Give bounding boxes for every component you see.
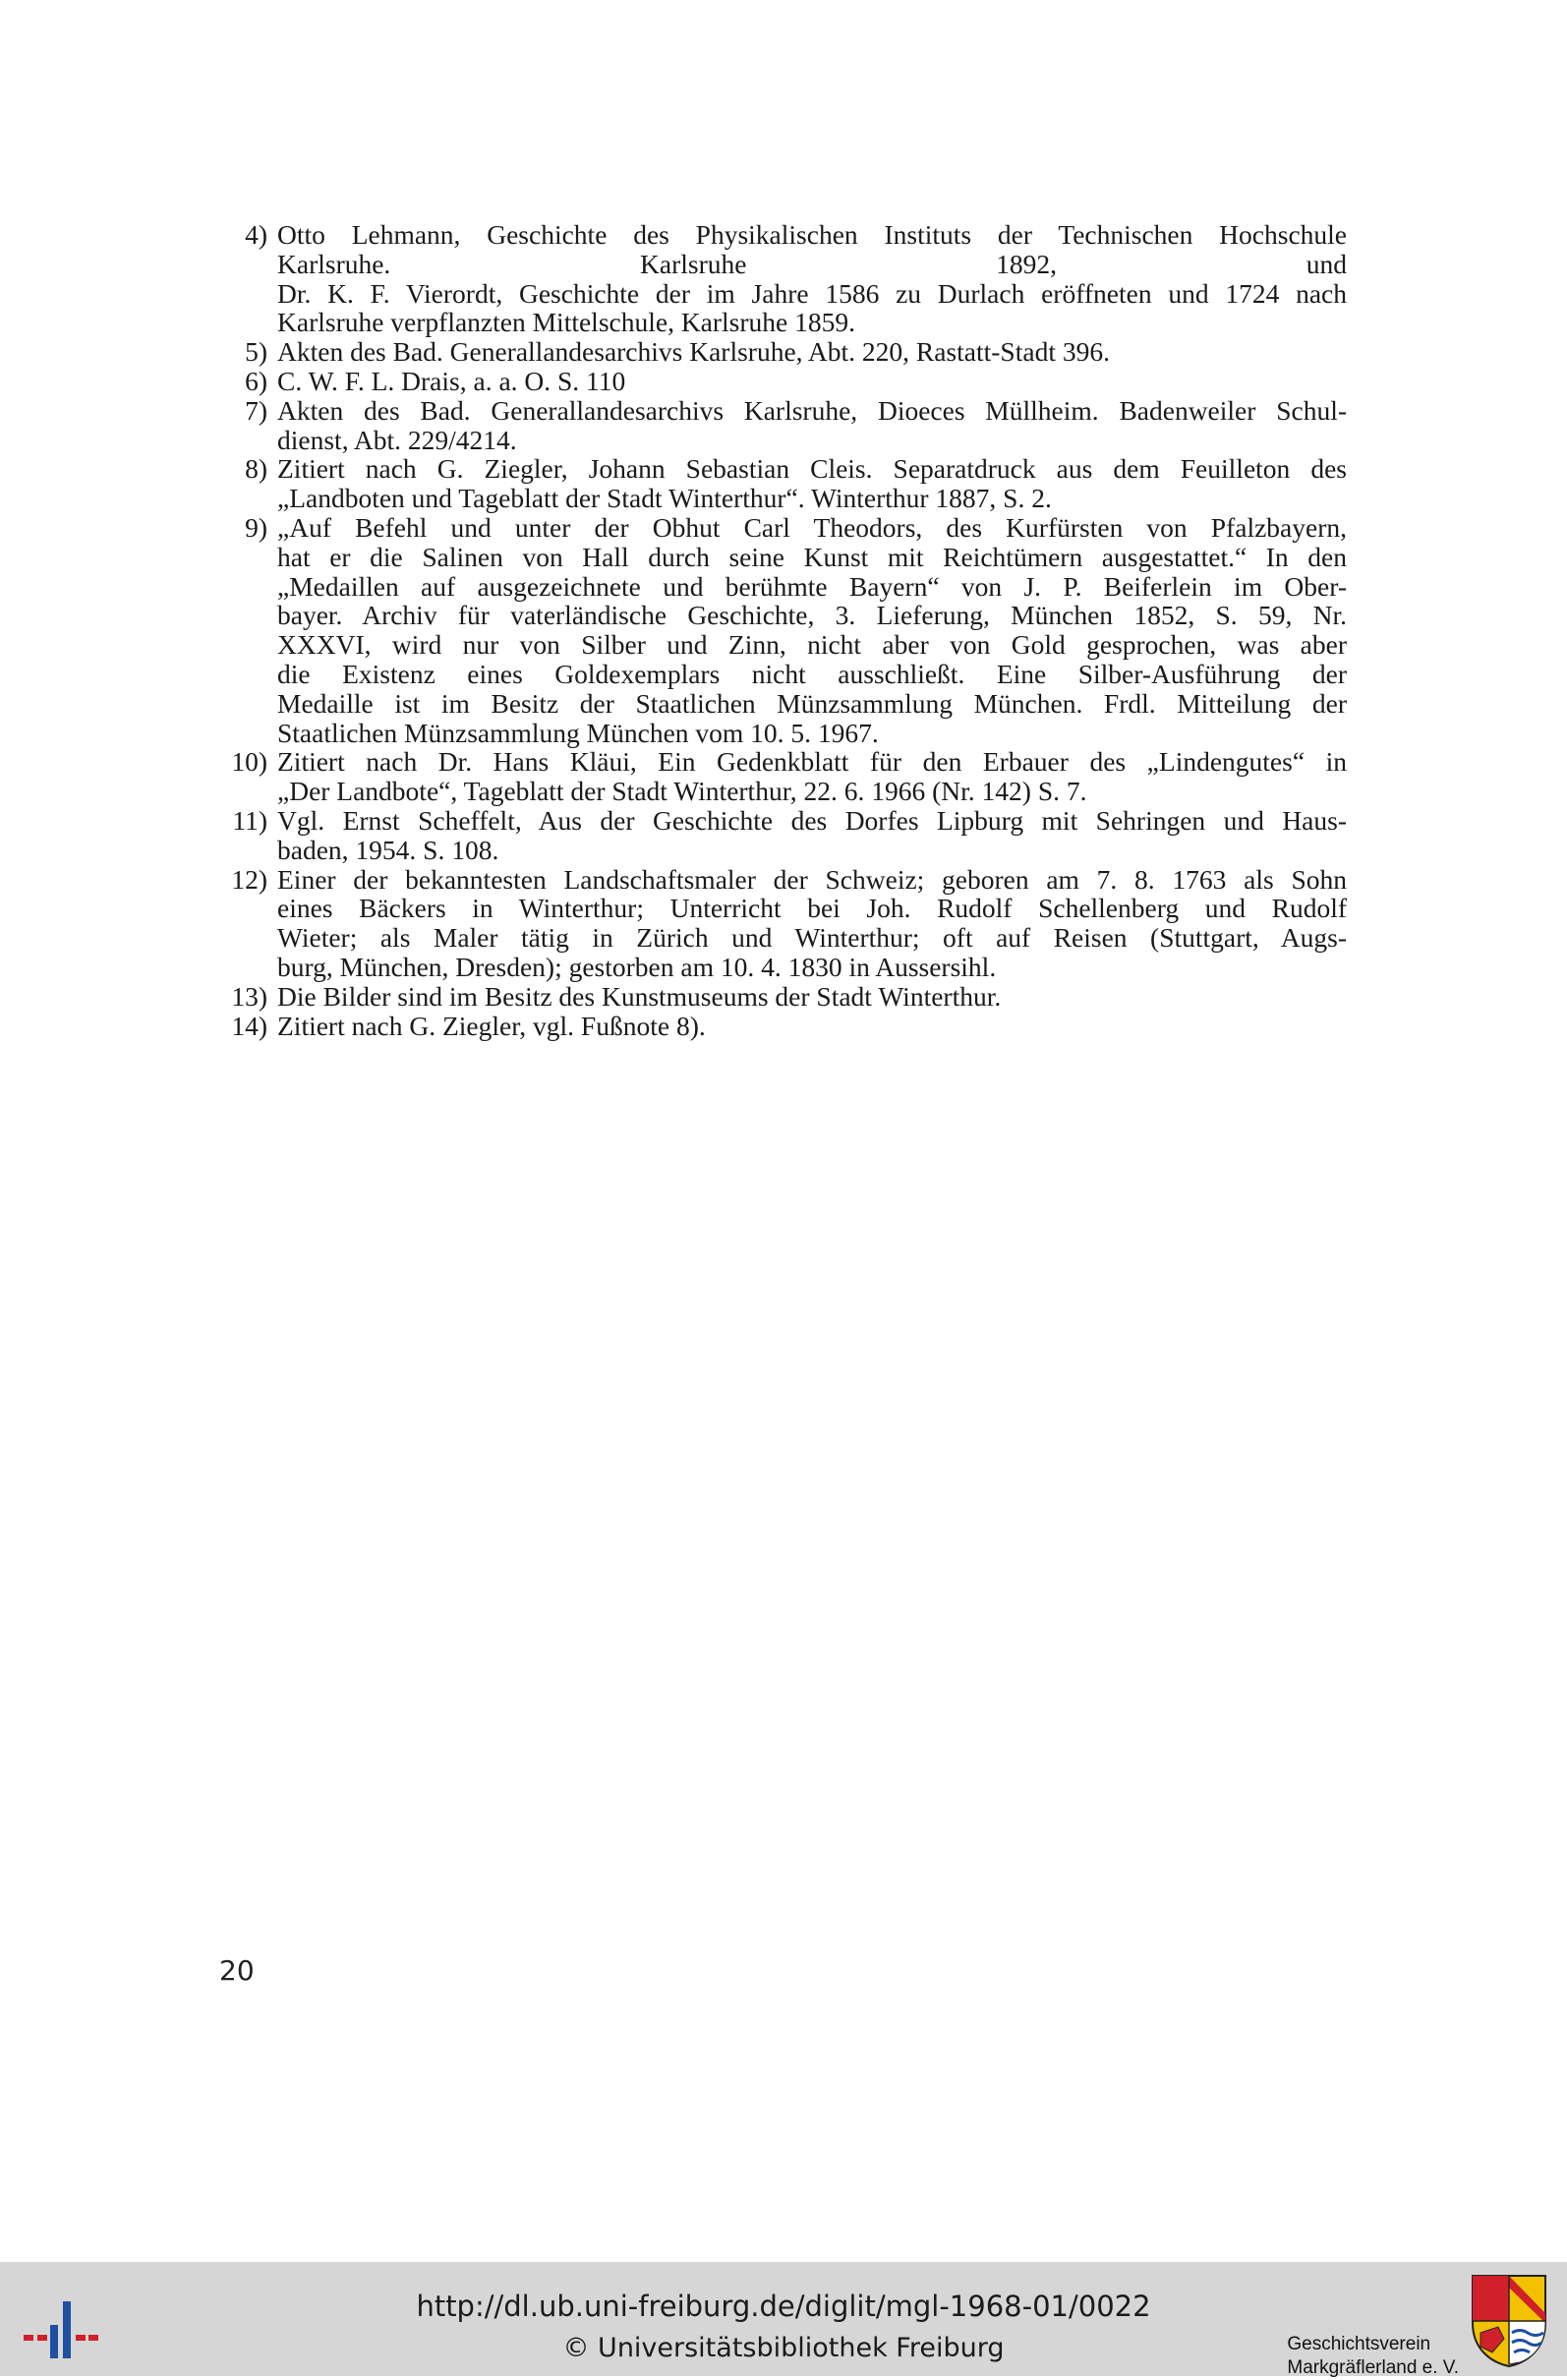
footnote-line: Wieter; als Maler tätig in Zürich und Winterthur; oft auf Reisen (Stuttgart, Augs- <box>277 922 1347 954</box>
footnote-line: dienst, Abt. 229/4214. <box>277 424 517 455</box>
footnote-text <box>277 1012 1347 1041</box>
footnote-line: C. W. F. L. Drais, a. a. O. S. 110 <box>277 365 626 396</box>
footnote <box>214 865 1347 982</box>
footnote-number: 9) <box>245 511 267 543</box>
footnote-line: „Der Landbote“, Tageblatt der Stadt Winterthur, 22. 6. 1966 (Nr. 142) S. 7. <box>277 776 1087 807</box>
footnote-line: Einer der bekanntesten Landschaftsmaler der Schweiz; geboren am 7. 8. 1763 als Sohn <box>277 863 1347 895</box>
footnote <box>214 367 1347 396</box>
footnote-line: Otto Lehmann, Geschichte des Physikalischen Instituts der Technischen Hochschule <box>277 219 1347 250</box>
footnote <box>214 1012 1347 1041</box>
coat-of-arms-icon <box>1471 2274 1547 2368</box>
footnote-line: Dr. K. F. Vierordt, Geschichte der im Jahre 1586 zu Durlach eröffneten und 1724 nach <box>277 277 1347 309</box>
footnote-line: XXXVI, wird nur von Silber und Zinn, nicht aber von Gold gesprochen, was aber <box>277 629 1347 661</box>
footnote-line: Zitiert nach G. Ziegler, vgl. Fußnote 8). <box>277 1010 706 1041</box>
footnote-text <box>277 747 1347 806</box>
footnote-line: baden, 1954. S. 108. <box>277 834 499 865</box>
document-url[interactable]: http://dl.ub.uni-freiburg.de/diglit/mgl-1968-01/0022 <box>416 2290 1151 2323</box>
footnote <box>214 454 1347 513</box>
footnote-line: Vgl. Ernst Scheffelt, Aus der Geschichte des Dorfes Lipburg mit Sehringen und Haus- <box>277 804 1347 836</box>
footnote <box>214 337 1347 367</box>
footnote <box>214 806 1347 865</box>
society-name <box>1287 2333 1459 2380</box>
footnote-number: 13) <box>231 980 267 1012</box>
footnotes-list <box>214 220 1347 1040</box>
footnote-text <box>277 367 1347 396</box>
footnote-line: Karlsruhe. Karlsruhe 1892, und <box>277 248 1347 279</box>
footnote-text <box>277 220 1347 337</box>
footnote-line: hat er die Salinen von Hall durch seine Kunst mit Reichtümern ausgestattet.“ In den <box>277 541 1347 572</box>
footnote-line: „Medaillen auf ausgezeichnete und berühmte Bayern“ von J. P. Beiferlein im Ober- <box>277 570 1347 602</box>
copyright-notice: © Universitätsbibliothek Freiburg <box>562 2333 1005 2363</box>
footnote-text <box>277 982 1347 1012</box>
footnote-number: 7) <box>245 394 267 426</box>
viewer-footer <box>0 2262 1567 2376</box>
footnote-number: 4) <box>245 219 267 250</box>
footnote-line: bayer. Archiv für vaterländische Geschichte, 3. Lieferung, München 1852, S. 59, Nr. <box>277 600 1347 631</box>
footnote-line: burg, München, Dresden); gestorben am 10. 4. 1830 in Aussersihl. <box>277 951 997 982</box>
footnote-text <box>277 513 1347 747</box>
footnote-line: Zitiert nach Dr. Hans Kläui, Ein Gedenkblatt für den Erbauer des „Lindengutes“ in <box>277 746 1347 778</box>
footnote-text <box>277 337 1347 367</box>
footnote-number: 12) <box>231 863 267 895</box>
footnote-number: 14) <box>231 1010 267 1041</box>
footnote-line: Akten des Bad. Generallandesarchivs Karlsruhe, Dioeces Müllheim. Badenweiler Schul- <box>277 394 1347 426</box>
footnote-text <box>277 865 1347 982</box>
footnote-line: Medaille ist im Besitz der Staatlichen Münzsammlung München. Frdl. Mitteilung der <box>277 687 1347 719</box>
footnote-line: „Auf Befehl und unter der Obhut Carl Theodors, des Kurfürsten von Pfalzbayern, <box>277 511 1347 543</box>
footnote-number: 10) <box>231 746 267 778</box>
footnote-line: „Landboten und Tageblatt der Stadt Winterthur“. Winterthur 1887, S. 2. <box>277 483 1052 514</box>
footnote <box>214 396 1347 455</box>
footnote-line: Zitiert nach G. Ziegler, Johann Sebastian Cleis. Separatdruck aus dem Feuilleton des <box>277 453 1347 485</box>
footnote-number: 8) <box>245 453 267 485</box>
footnote-number: 5) <box>245 336 267 368</box>
society-name-line-2: Markgräflerland e. V. <box>1287 2357 1459 2378</box>
footnote-number: 6) <box>245 365 267 396</box>
page-number: 20 <box>219 1954 255 1987</box>
footnote-line: eines Bäckers in Winterthur; Unterricht bei Joh. Rudolf Schellenberg und Rudolf <box>277 893 1347 924</box>
footnote <box>214 982 1347 1012</box>
footnote-line: Karlsruhe verpflanzten Mittelschule, Karlsruhe 1859. <box>277 307 856 338</box>
footnote-text <box>277 806 1347 865</box>
footnote <box>214 220 1347 337</box>
footnote <box>214 747 1347 806</box>
footnote <box>214 513 1347 747</box>
footnote-line: Staatlichen Münzsammlung München vom 10. 5. 1967. <box>277 717 879 748</box>
footnote-line: die Existenz eines Goldexemplars nicht ausschließt. Eine Silber-Ausführung der <box>277 658 1347 689</box>
society-name-line-1: Geschichtsverein <box>1287 2334 1431 2354</box>
footnote-line: Die Bilder sind im Besitz des Kunstmuseums der Stadt Winterthur. <box>277 980 1002 1012</box>
footnote-line: Akten des Bad. Generallandesarchivs Karlsruhe, Abt. 220, Rastatt-Stadt 396. <box>277 336 1110 368</box>
footnote-number: 11) <box>232 804 267 836</box>
footnote-text <box>277 396 1347 455</box>
footnote-text <box>277 454 1347 513</box>
